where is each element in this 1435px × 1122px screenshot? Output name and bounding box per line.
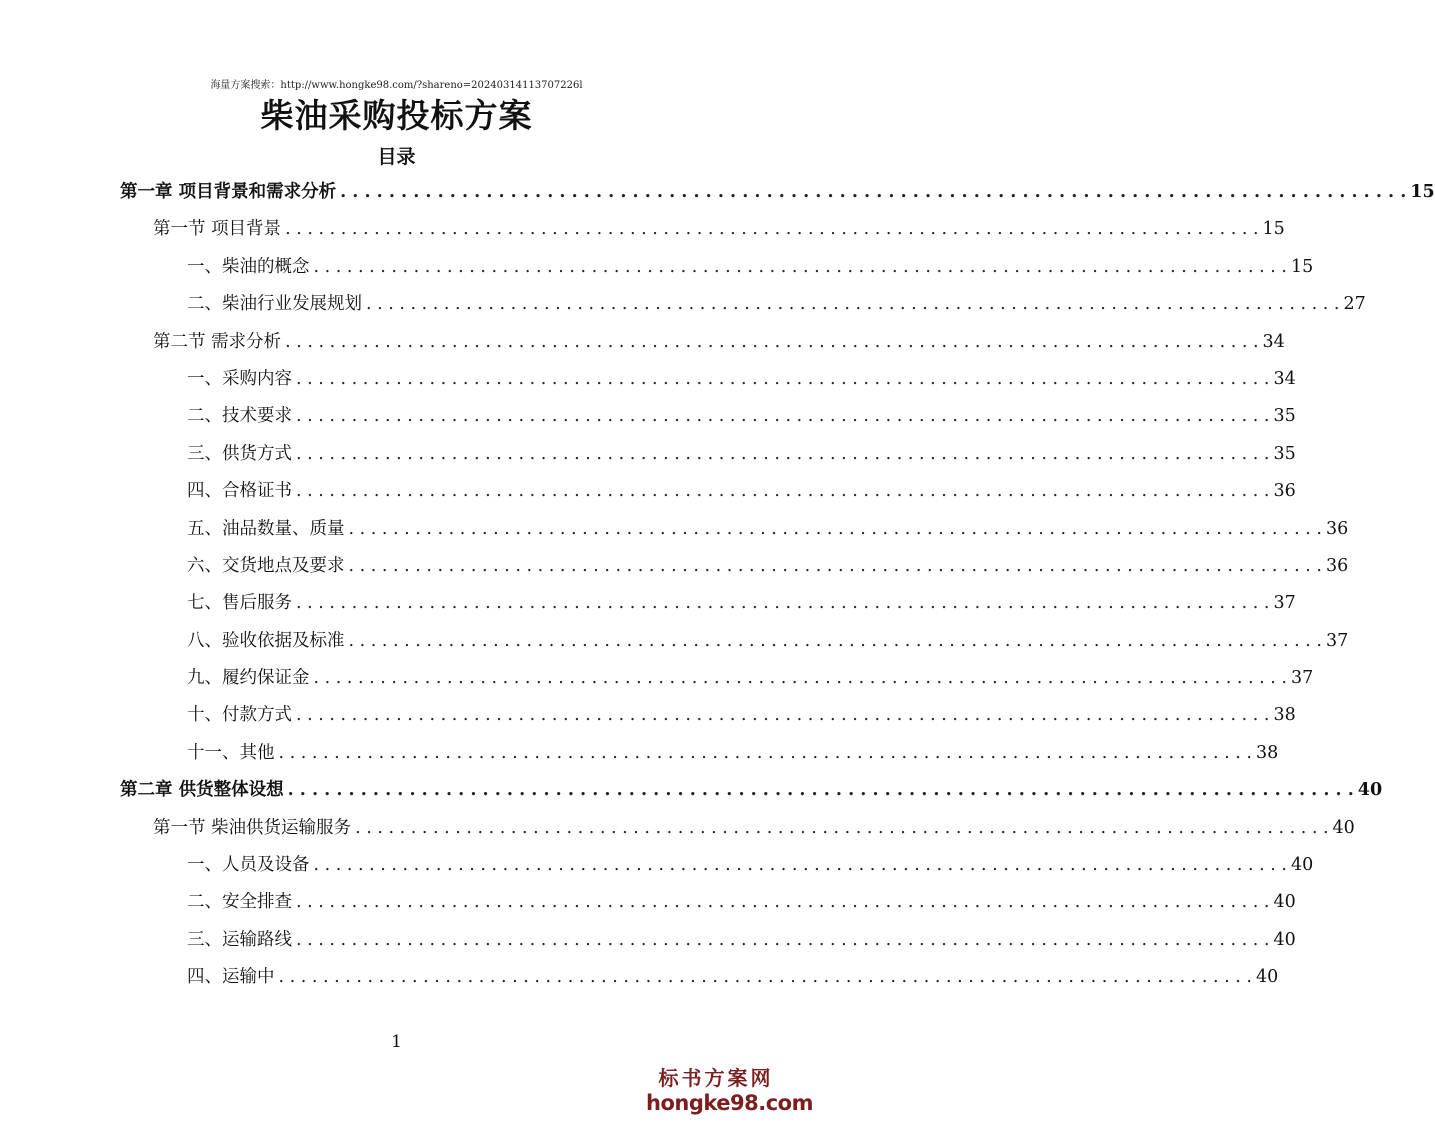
toc-dot-leader <box>314 847 1287 884</box>
toc-entry[interactable] <box>120 286 1366 323</box>
toc-dot-leader <box>340 174 1406 211</box>
toc-dot-leader <box>285 324 1258 361</box>
toc-entry-page: 40 <box>1290 855 1314 876</box>
toc-entry[interactable] <box>120 959 1279 996</box>
toc-dot-leader <box>285 211 1258 248</box>
toc-entry-label: 十、付款方式 <box>187 705 292 726</box>
toc-entry-page: 36 <box>1273 481 1296 502</box>
toc-entry[interactable] <box>120 697 1296 734</box>
toc-dot-leader <box>279 735 1252 772</box>
toc-entry-page: 34 <box>1262 331 1285 352</box>
toc-entry-label: 第二节 需求分析 <box>153 331 282 352</box>
toc-entry[interactable] <box>120 623 1349 660</box>
toc-entry-label: 一、人员及设备 <box>187 855 310 876</box>
toc-entry[interactable] <box>120 735 1279 772</box>
toc-entry-label: 四、合格证书 <box>187 481 292 502</box>
toc-dot-leader <box>296 585 1269 622</box>
table-of-contents <box>120 174 1435 997</box>
toc-dot-leader <box>296 697 1269 734</box>
toc-entry-page: 34 <box>1273 368 1296 389</box>
toc-entry-label: 七、售后服务 <box>187 593 292 614</box>
toc-dot-leader <box>355 810 1328 847</box>
toc-entry-label: 五、油品数量、质量 <box>187 518 345 539</box>
toc-entry-page: 37 <box>1273 593 1296 614</box>
toc-dot-leader <box>314 660 1287 697</box>
toc-entry-label: 三、供货方式 <box>187 443 292 464</box>
toc-entry[interactable] <box>120 511 1349 548</box>
document-title: 柴油采购投标方案 <box>260 96 533 135</box>
toc-dot-leader <box>314 249 1287 286</box>
toc-entry-page: 27 <box>1343 294 1366 315</box>
toc-entry-page: 36 <box>1325 555 1349 576</box>
toc-entry-label: 一、采购内容 <box>187 368 292 389</box>
toc-entry[interactable] <box>120 884 1296 921</box>
toc-dot-leader <box>349 623 1322 660</box>
toc-heading: 目录 <box>377 146 416 168</box>
toc-entry-page: 35 <box>1273 443 1296 464</box>
toc-entry-page: 40 <box>1332 817 1355 838</box>
toc-entry-label: 二、技术要求 <box>187 406 292 427</box>
toc-entry-label: 十一、其他 <box>187 742 275 763</box>
toc-entry-label: 第一节 项目背景 <box>153 219 282 240</box>
toc-entry[interactable] <box>120 810 1355 847</box>
toc-dot-leader <box>296 361 1269 398</box>
toc-entry-page: 40 <box>1273 929 1296 950</box>
toc-entry-label: 四、运输中 <box>187 967 275 988</box>
toc-entry-page: 15 <box>1290 256 1314 277</box>
toc-dot-leader <box>296 398 1269 435</box>
toc-entry[interactable] <box>120 922 1296 959</box>
toc-entry-label: 一、柴油的概念 <box>187 256 310 277</box>
toc-dot-leader <box>296 922 1269 959</box>
toc-entry-page: 38 <box>1273 705 1296 726</box>
toc-entry[interactable] <box>120 174 1435 211</box>
toc-entry-label: 九、履约保证金 <box>187 668 310 689</box>
toc-dot-leader <box>296 473 1269 510</box>
toc-dot-leader <box>296 884 1269 921</box>
toc-entry-label: 第一章 项目背景和需求分析 <box>120 182 337 202</box>
toc-dot-leader <box>349 511 1322 548</box>
toc-entry[interactable] <box>120 473 1296 510</box>
toc-entry-label: 八、验收依据及标准 <box>187 630 345 651</box>
toc-entry-label: 三、运输路线 <box>187 929 292 950</box>
toc-entry-label: 六、交货地点及要求 <box>187 555 345 576</box>
toc-entry-page: 38 <box>1255 742 1279 763</box>
toc-entry-label: 第二章 供货整体设想 <box>120 780 284 801</box>
toc-entry-label: 二、安全排查 <box>187 892 292 913</box>
toc-entry[interactable] <box>120 324 1285 361</box>
toc-dot-leader <box>296 436 1269 473</box>
toc-entry[interactable] <box>120 249 1314 286</box>
toc-entry-page: 15 <box>1410 182 1435 202</box>
toc-dot-leader <box>366 286 1339 323</box>
toc-entry-label: 第一节 柴油供货运输服务 <box>153 817 352 838</box>
toc-entry[interactable] <box>120 847 1314 884</box>
toc-entry-page: 37 <box>1290 668 1314 689</box>
toc-entry[interactable] <box>120 548 1349 585</box>
toc-entry[interactable] <box>120 585 1296 622</box>
watermark-logo <box>646 1066 813 1116</box>
toc-entry-page: 36 <box>1325 518 1349 539</box>
toc-entry[interactable] <box>120 660 1314 697</box>
toc-entry[interactable] <box>120 772 1383 809</box>
page-number: 1 <box>391 1032 402 1052</box>
toc-entry-page: 37 <box>1325 630 1349 651</box>
toc-entry[interactable] <box>120 398 1296 435</box>
watermark-en-text: hongke98.com <box>646 1091 813 1115</box>
toc-entry[interactable] <box>120 211 1285 248</box>
toc-entry-page: 40 <box>1273 892 1296 913</box>
toc-entry-page: 35 <box>1273 406 1296 427</box>
header-url-line: 海量方案搜索：http://www.hongke98.com/?shareno=20240314113707226l <box>210 80 583 91</box>
toc-dot-leader <box>288 772 1354 809</box>
toc-entry-page: 40 <box>1357 780 1383 801</box>
toc-dot-leader <box>349 548 1322 585</box>
toc-entry[interactable] <box>120 436 1296 473</box>
toc-dot-leader <box>279 959 1252 996</box>
toc-entry[interactable] <box>120 361 1296 398</box>
toc-entry-page: 40 <box>1255 967 1279 988</box>
toc-entry-page: 15 <box>1262 219 1285 240</box>
toc-entry-label: 二、柴油行业发展规划 <box>187 294 362 315</box>
watermark-cn-text: 标书方案网 <box>658 1066 774 1090</box>
